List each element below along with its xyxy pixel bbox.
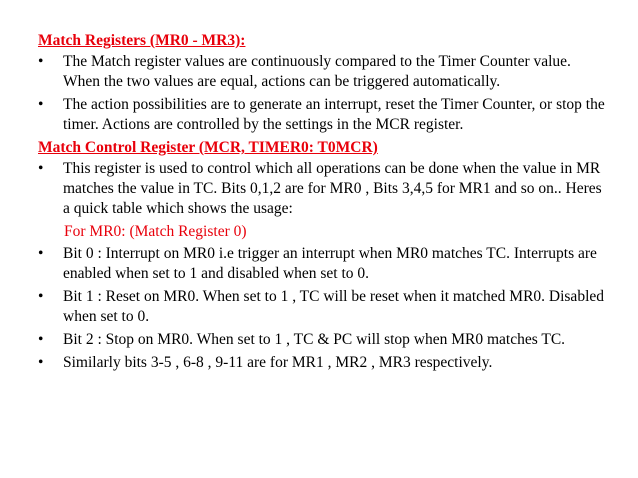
match-registers-heading: Match Registers (MR0 - MR3):	[38, 32, 246, 49]
bullet-text: The action possibilities are to generate an interrupt, reset the Timer Counter, or stop the timer. Actions are controlled by the settings in the MCR register.	[63, 96, 605, 133]
mr0-subheading: For MR0: (Match Register 0)	[64, 223, 247, 240]
bullet-dot: •	[38, 354, 44, 371]
bullet-item	[38, 52, 608, 92]
bullet-item	[38, 95, 608, 135]
bullet-dot: •	[38, 288, 44, 305]
bullet-item	[38, 159, 608, 219]
bullet-text: This register is used to control which all operations can be done when the value in MR matches the value in TC. Bits 0,1,2 are for MR0 , Bits 3,4,5 for MR1 and so on.. Heres a quick table which shows the usage:	[63, 160, 602, 217]
bullet-dot: •	[38, 53, 44, 70]
match-control-register-heading: Match Control Register (MCR, TIMER0: T0MCR)	[38, 139, 378, 156]
bullet-dot: •	[38, 245, 44, 262]
bullet-item	[38, 330, 608, 350]
bullet-item	[38, 287, 608, 327]
bullet-text: Similarly bits 3-5 , 6-8 , 9-11 are for MR1 , MR2 , MR3 respectively.	[63, 354, 493, 371]
bullet-text: The Match register values are continuously compared to the Timer Counter value. When the two values are equal, actions can be triggered automatically.	[63, 53, 571, 90]
bullet-dot: •	[38, 160, 44, 177]
bullet-text: Bit 2 : Stop on MR0. When set to 1 , TC & PC will stop when MR0 matches TC.	[63, 331, 566, 348]
bullet-text: Bit 1 : Reset on MR0. When set to 1 , TC will be reset when it matched MR0. Disabled when set to 0.	[63, 288, 605, 325]
bullet-text: Bit 0 : Interrupt on MR0 i.e trigger an interrupt when MR0 matches TC. Interrupts are enabled when set to 1 and disabled when set to 0.	[63, 245, 597, 282]
bullet-item	[38, 353, 608, 373]
bullet-item	[38, 244, 608, 284]
bullet-dot: •	[38, 96, 44, 113]
slide-content	[38, 31, 608, 376]
bullet-dot: •	[38, 331, 44, 348]
